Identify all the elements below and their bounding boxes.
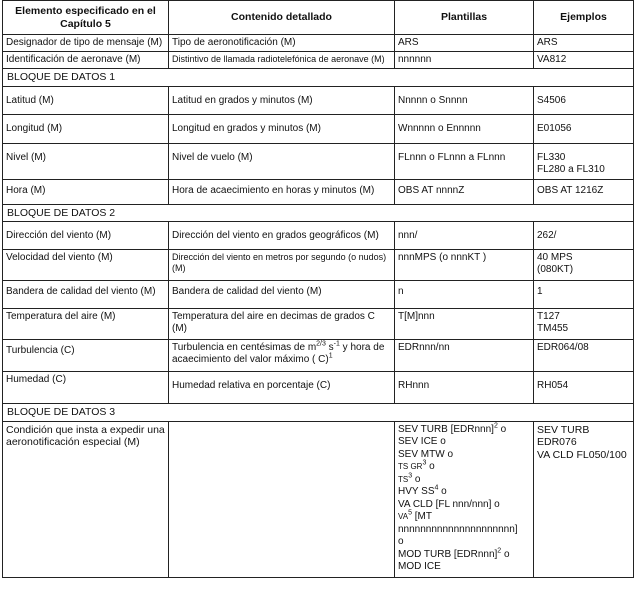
- section-row: [3, 204, 634, 222]
- example: SEV TURB EDR076: [537, 423, 590, 449]
- cell: Temperatura del aire (M): [3, 309, 169, 340]
- template: VA CLD [FL nnn/nnn] o: [398, 498, 500, 510]
- cell: OBS AT 1216Z: [534, 179, 634, 204]
- section-title: BLOQUE DE DATOS 3: [3, 404, 634, 422]
- cell: ARS: [395, 35, 534, 52]
- cell: Turbulencia en centésimas de $m^{2/3}$ $s^{-1}$ y hora de acaecimiento del valor máximo ( C)$^1$: [169, 340, 395, 372]
- cell-line: T127: [537, 311, 560, 323]
- table-row: [3, 114, 634, 143]
- table-row: [3, 372, 634, 404]
- cell-line: TM455: [537, 323, 569, 335]
- cell: Wnnnnn o Ennnnn: [395, 114, 534, 143]
- table-row: [3, 421, 634, 577]
- template: SEV ICE o: [398, 436, 446, 448]
- header-examples: Ejemplos: [534, 1, 634, 35]
- example-list: [534, 421, 634, 577]
- cell: Bandera de calidad del viento (M): [169, 281, 395, 309]
- cell: nnn/: [395, 222, 534, 250]
- header-templates: Plantillas: [395, 1, 534, 35]
- cell: Humedad (C): [3, 372, 169, 404]
- cell: Nivel de vuelo (M): [169, 143, 395, 179]
- table-row: [3, 309, 634, 340]
- template: [MT nnnnnnnnnnnnnnnnnnnnn]: [398, 511, 518, 535]
- cell: EDRnnn/nn: [395, 340, 534, 372]
- cell: RHnnn: [395, 372, 534, 404]
- cell: Velocidad del viento (M): [3, 250, 169, 281]
- cell: FLnnn o FLnnn a FLnnn: [395, 143, 534, 179]
- template: MOD TURB [EDRnnn]: [398, 548, 498, 560]
- cell: Nivel (M): [3, 143, 169, 179]
- example: VA CLD FL050/100: [537, 448, 627, 461]
- cell: Longitud en grados y minutos (M): [169, 114, 395, 143]
- header-element: Elemento especificado en el Capítulo 5: [3, 1, 169, 35]
- table-row: [3, 250, 634, 281]
- table-row: [3, 340, 634, 372]
- text: s: [325, 342, 334, 354]
- cell: Temperatura del aire en decimas de grados C (M): [169, 309, 395, 340]
- template: MOD ICE: [398, 561, 441, 573]
- cell: 262/: [534, 222, 634, 250]
- cell-line: (080KT): [537, 264, 574, 276]
- cell: RH054: [534, 372, 634, 404]
- table-row: [3, 86, 634, 114]
- text: Turbulencia en centésimas de m: [172, 342, 317, 354]
- header-content: Contenido detallado: [169, 1, 395, 35]
- cell: n: [395, 281, 534, 309]
- cell: Nnnnn o Snnnn: [395, 86, 534, 114]
- table-row: [3, 35, 634, 52]
- cell: Condición que insta a expedir una aeronotificación especial (M): [3, 421, 169, 577]
- template: TS: [398, 474, 409, 484]
- cell: Bandera de calidad del viento (M): [3, 281, 169, 309]
- cell: [534, 143, 634, 179]
- text: y hora de: [339, 342, 385, 354]
- template: TS GR: [398, 462, 423, 472]
- cell: T[M]nnn: [395, 309, 534, 340]
- cell: [534, 309, 634, 340]
- template: HVY SS: [398, 486, 435, 498]
- section-title: BLOQUE DE DATOS 2: [3, 204, 634, 222]
- template: SEV TURB [EDRnnn]: [398, 423, 494, 435]
- cell: Dirección del viento en grados geográficos (M): [169, 222, 395, 250]
- cell: Identificación de aeronave (M): [3, 52, 169, 69]
- cell: Latitud (M): [3, 86, 169, 114]
- section-row: [3, 404, 634, 422]
- cell: 1: [534, 281, 634, 309]
- cell: Tipo de aeronotificación (M): [169, 35, 395, 52]
- table-row: [3, 281, 634, 309]
- cell: Distintivo de llamada radiotelefónica de aeronave (M): [169, 52, 395, 69]
- cell: Turbulencia (C): [3, 340, 169, 372]
- cell: E01056: [534, 114, 634, 143]
- cell: nnnnnn: [395, 52, 534, 69]
- cell: VA812: [534, 52, 634, 69]
- text: acaecimiento del valor máximo ( C): [172, 354, 329, 366]
- section-row: [3, 69, 634, 87]
- cell: Humedad relativa en porcentaje (C): [169, 372, 395, 404]
- cell: Latitud en grados y minutos (M): [169, 86, 395, 114]
- table-row: [3, 179, 634, 204]
- cell: Dirección del viento (M): [3, 222, 169, 250]
- aeronotification-table: [2, 0, 634, 578]
- template: SEV MTW o: [398, 448, 454, 460]
- cell: S4506: [534, 86, 634, 114]
- cell: Dirección del viento en metros por segundo (o nudos) (M): [169, 250, 395, 281]
- section-title: BLOQUE DE DATOS 1: [3, 69, 634, 87]
- cell: [534, 250, 634, 281]
- table-row: [3, 52, 634, 69]
- cell: EDR064/08: [534, 340, 634, 372]
- cell: Longitud (M): [3, 114, 169, 143]
- table-row: [3, 143, 634, 179]
- header-row: [3, 1, 634, 35]
- cell: ARS: [534, 35, 634, 52]
- template: VA: [398, 512, 409, 522]
- cell-line: FL330: [537, 151, 566, 163]
- cell: Hora (M): [3, 179, 169, 204]
- template-list: SEV TURB [EDRnnn]$^2$ o SEV ICE o SEV MTW o TS $GR^3$ o $TS^3$ o HVY $SS^4$ o VA CLD [FL nnn/nnn] o $VA^5$ [MT nnnnnnnnnnnnnnnnnnnnn] o MOD TURB [EDRnnn]$^2$ o MOD ICE: [395, 421, 534, 577]
- cell: Hora de acaecimiento en horas y minutos (M): [169, 179, 395, 204]
- cell: OBS AT nnnnZ: [395, 179, 534, 204]
- cell: Designador de tipo de mensaje (M): [3, 35, 169, 52]
- cell: nnnMPS (o nnnKT ): [395, 250, 534, 281]
- cell-line: FL280 a FL310: [537, 163, 605, 175]
- template: o: [398, 536, 404, 548]
- cell: [169, 421, 395, 577]
- cell-line: 40 MPS: [537, 252, 573, 264]
- table-row: [3, 222, 634, 250]
